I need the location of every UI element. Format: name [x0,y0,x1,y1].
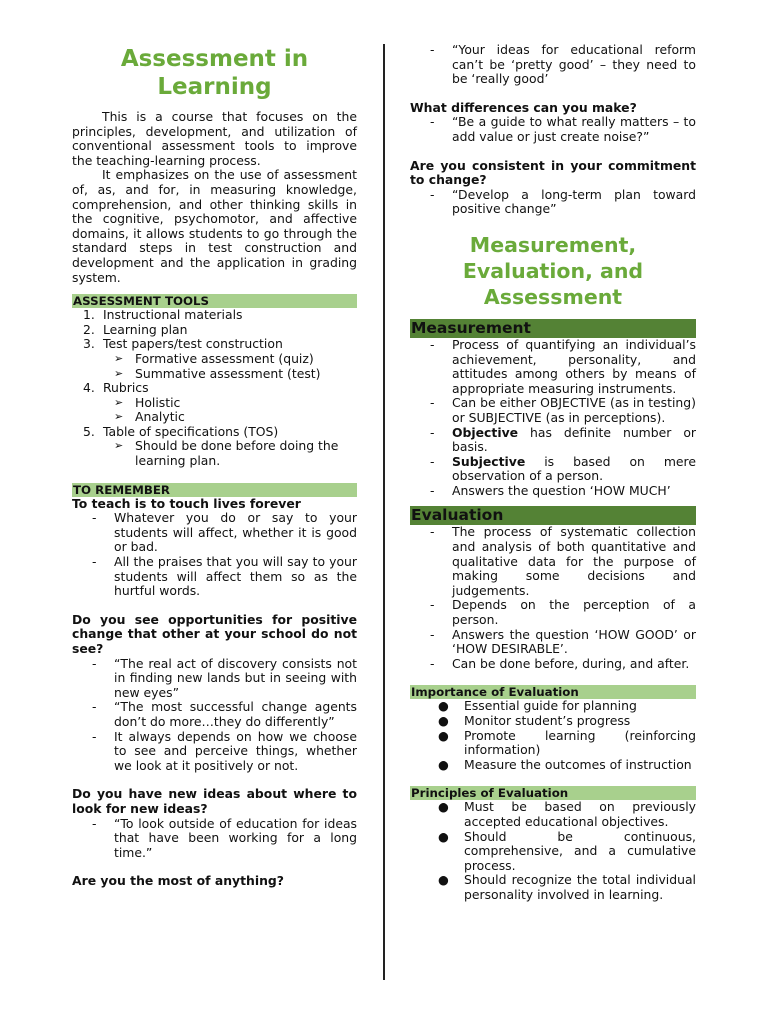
intro-paragraph-2: It emphasizes on the use of assessment of, as, and for, in measuring knowledge, comprehension, and other thinking skills in the cognitive, psychomotor, and affective domains, it allows students to go through the standard steps in test construction and development and the application in grading system. [72,167,357,285]
list-item: - “Develop a long-term plan toward positive change” [430,186,696,217]
list-item: ➢ Should be done before doing the learning plan. [114,438,339,469]
evaluation-list [410,525,696,671]
list-item: 4. Rubrics [83,380,149,396]
list-item: ● Essential guide for planning [438,698,637,714]
section-header-assessment-tools: ASSESSMENT TOOLS [72,294,357,308]
remember-list [72,511,357,599]
question-opportunities-list [72,657,357,774]
sub-list [72,439,357,468]
section-header-principles: Principles of Evaluation [410,786,696,800]
arrow-bullet-icon: ➢ [114,410,124,424]
reform-list [410,43,696,87]
arrow-bullet-icon: ➢ [114,439,124,453]
list-item: 3. Test papers/test construction [83,336,283,352]
section-header-importance: Importance of Evaluation [410,685,696,699]
list-item: ➢ Holistic [114,394,181,410]
assessment-tools-list-cont [72,425,357,440]
list-item: - Can be either OBJECTIVE (as in testing) or SUBJECTIVE (as in perceptions). [430,395,696,425]
list-item: - Depends on the perception of a person. [430,597,696,628]
arrow-bullet-icon: ➢ [114,395,124,409]
assessment-tools-list-cont [72,381,357,396]
list-item: 2. Learning plan [83,321,188,337]
list-item: ➢ Formative assessment (quiz) [114,350,314,366]
list-item: - Whatever you do or say to your students will affect, whether it is good or bad. [92,510,357,555]
left-column [72,0,357,889]
bullet-icon: ● [438,713,449,728]
list-item: ● Measure the outcomes of instruction [438,756,692,772]
list-item: ● Must be based on previously accepted educational objectives. [438,799,696,829]
intro-paragraph-1: This is a course that focuses on the principles, development, and utilization of conventional assessment tools to improve the teaching-learning process. [72,109,357,168]
section-title-mea: Measurement, Evaluation, and Assessment [462,232,644,309]
question-consistent-list [410,188,696,217]
measurement-list [410,338,696,499]
list-item: - Answers the question ‘HOW GOOD’ or ‘HOW DESIRABLE’. [430,626,696,657]
page-title: Assessment in Learning [120,46,309,100]
question-most-of-anything: Are you the most of anything? [72,873,284,889]
list-item: - The process of systematic collection and analysis of both quantitative and qualitative data for the purpose of making some decisions and judgements. [430,524,696,598]
remember-heading: To teach is to touch lives forever [72,495,301,511]
list-item: - It always depends on how we choose to see and perceive things, whether we look at it positively or not. [92,728,357,773]
list-item: - “To look outside of education for ideas that have been working for a long time.” [92,815,357,860]
question-consistent: Are you consistent in your commitment to change? [410,157,696,188]
section-header-to-remember: TO REMEMBER [72,483,357,497]
bullet-icon: ● [438,756,449,772]
list-item: ➢ Summative assessment (test) [114,365,321,381]
list-item: ➢ Analytic [114,409,185,425]
sub-list [72,352,357,381]
list-item: - Answers the question ‘HOW MUCH’ [430,482,671,498]
arrow-bullet-icon: ➢ [114,366,124,380]
list-item: - “The most successful change agents don’t do more…they do differently” [92,699,357,729]
question-opportunities: Do you see opportunities for positive change that other at your school do not see? [72,611,357,656]
list-item: ● Should be continuous, comprehensive, and a cumulative process. [438,828,696,873]
question-differences-list [410,115,696,144]
list-item: - Process of quantifying an individual’s achievement, personality, and attitudes among others by means of appropriate measuring instruments. [430,336,696,396]
importance-list [410,699,696,772]
list-item: - “The real act of discovery consists not in finding new lands but in seeing with new eyes” [92,655,357,700]
section-header-evaluation: Evaluation [410,506,696,525]
list-item: ● Monitor student’s progress [438,713,631,728]
list-item: - All the praises that you will say to your students will affect them so as the hurtful words. [92,554,357,599]
list-item: 5. Table of specifications (TOS) [83,423,279,439]
list-item: ● Promote learning (reinforcing information) [438,727,696,758]
question-differences: What differences can you make? [410,99,637,115]
sub-list [72,396,357,425]
principles-list [410,800,696,902]
list-item: ● Should recognize the total individual personality involved in learning. [438,872,696,902]
list-item: - “Be a guide to what really matters – to add value or just create noise?” [430,114,696,144]
column-divider [383,44,385,980]
bullet-icon: ● [438,799,449,815]
list-item: - Subjective is based on mere observation of a person. [430,453,696,484]
question-new-ideas-list [72,817,357,861]
bullet-icon: ● [438,828,449,844]
question-new-ideas: Do you have new ideas about where to look for new ideas? [72,786,357,816]
list-item: 1. Instructional materials [83,307,243,323]
assessment-tools-list [72,308,357,352]
section-header-measurement: Measurement [410,319,696,338]
list-item: - Can be done before, during, and after. [430,655,690,671]
bullet-icon: ● [438,872,449,888]
arrow-bullet-icon: ➢ [114,351,124,365]
list-item: - Objective has definite number or basis. [430,424,696,455]
bullet-icon: ● [438,727,449,743]
right-column [410,0,696,903]
list-item: - “Your ideas for educational reform can’t be ‘pretty good’ – they need to be ‘really good’ [430,42,696,87]
bullet-icon: ● [438,698,449,714]
